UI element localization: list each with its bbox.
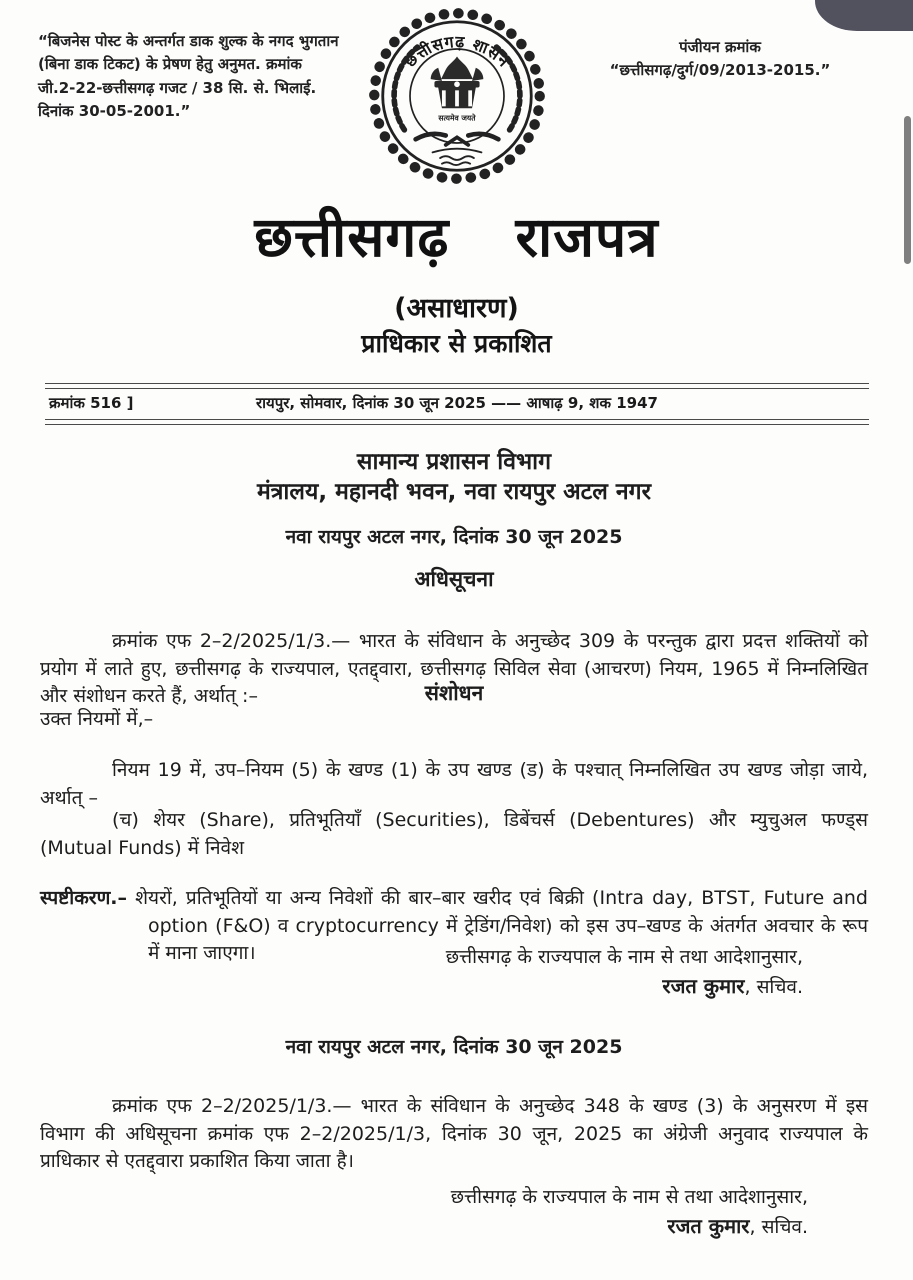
double-rule-top xyxy=(45,383,869,389)
state-emblem xyxy=(363,2,551,194)
signature-block-2 xyxy=(40,1184,868,1241)
explanation-label: स्पष्टीकरण.– xyxy=(40,887,128,909)
double-rule-bottom xyxy=(45,419,869,425)
registration-number: “छत्तीसगढ़/दुर्ग/09/2013-2015.” xyxy=(609,60,831,79)
registration-label: पंजीयन क्रमांक xyxy=(679,38,761,56)
published-by-line: प्राधिकार से प्रकाशित xyxy=(361,329,552,358)
in-said-rules-line: उक्त नियमों में,– xyxy=(40,708,154,730)
postal-permission-note: “बिजनेस पोस्ट के अन्तर्गत डाक शुल्क के नगद भुगतान (बिना डाक टिकट) के प्रेषण हेतु अनुमत. क्रमांक जी.2-22-छत्तीसगढ़ गजट / 38 सि. से. भिलाई. दिनांक 30-05-2001.” xyxy=(38,32,339,120)
notification-paragraph-1: क्रमांक एफ 2–2/2025/1/3.— भारत के संविधान के अनुच्छेद 309 के परन्तुक द्वारा प्रदत्त शक्तियों को प्रयोग में लाते हुए, छत्तीसगढ़ के राज्यपाल, एतद्द्वारा, छत्तीसगढ़ सिविल सेवा (आचरण) नियम, 1965 में निम्नलिखित और संशोधन करते हैं, अर्थात् :– xyxy=(40,630,868,708)
signatory-title-2: , सचिव. xyxy=(749,1215,808,1238)
ashoka-lion-capital-icon xyxy=(430,57,483,109)
chhattisgarh-seal-icon xyxy=(363,2,551,190)
explanation-text: शेयरों, प्रतिभूतियों या अन्य निवेशों की बार–बार खरीद एवं बिक्री (Intra day, BTST, Future and option (F&O) व cryptocurrency में ट्रेडिंग/निवेश) को इस उप–खण्ड के अंतर्गत अवचार के रूप में माना जाएगा। xyxy=(135,887,868,965)
department-heading: सामान्य प्रशासन विभाग xyxy=(356,449,552,475)
rule-amendment-paragraph: नियम 19 में, उप–नियम (5) के खण्ड (1) के उप खण्ड (ड) के पश्चात् निम्नलिखित उप खण्ड जोड़ा जाये, अर्थात् – xyxy=(40,759,868,809)
signatory-name-2: रजत कुमार xyxy=(667,1213,750,1238)
signoff-line-2: छत्तीसगढ़ के राज्यपाल के नाम से तथा आदेशानुसार, xyxy=(450,1186,808,1208)
signatory-name: रजत कुमार xyxy=(662,973,745,998)
signoff-line: छत्तीसगढ़ के राज्यपाल के नाम से तथा आदेशानुसार, xyxy=(445,946,803,968)
signatory-title: , सचिव. xyxy=(744,975,803,998)
department-address: मंत्रालय, महानदी भवन, नवा रायपुर अटल नगर xyxy=(256,479,651,505)
issue-serial: क्रमांक 516 ] xyxy=(49,394,134,412)
gazette-subtitle: (असाधारण) xyxy=(394,293,519,324)
gazette-title: छत्तीसगढ़ राजपत्र xyxy=(254,205,659,269)
corner-ui-fragment xyxy=(815,0,913,31)
issue-row xyxy=(45,393,869,417)
signature-block-1 xyxy=(40,944,868,1001)
emblem-base-icon xyxy=(415,134,498,165)
place-date-line-1: नवा रायपुर अटल नगर, दिनांक 30 जून 2025 xyxy=(285,526,623,548)
place-date-line-2: नवा रायपुर अटल नगर, दिनांक 30 जून 2025 xyxy=(285,1036,623,1058)
emblem-motto: सत्यमेव जयते xyxy=(437,113,476,123)
emblem-top-text: छत्तीसगढ़ शासन xyxy=(400,31,514,71)
amendment-heading: संशोधन xyxy=(424,681,484,705)
issue-date-line: रायपुर, सोमवार, दिनांक 30 जून 2025 —— आषाढ़ 9, शक 1947 xyxy=(256,394,658,412)
translation-paragraph: क्रमांक एफ 2–2/2025/1/3.— भारत के संविधान के अनुच्छेद 348 के खण्ड (3) के अनुसरण में इस विभाग की अधिसूचना क्रमांक एफ 2–2/2025/1/3, दिनांक 30 जून, 2025 का अंग्रेजी अनुवाद राज्यपाल के प्राधिकार से एतद्द्वारा प्रकाशित किया जाता है। xyxy=(40,1095,868,1173)
new-subclause-text: (च) शेयर (Share), प्रतिभूतियाँ (Securities), डिबेंचर्स (Debentures) और म्युचुअल फण्ड्स (Mutual Funds) में निवेश xyxy=(40,809,868,859)
notification-heading: अधिसूचना xyxy=(414,567,494,591)
registration-block xyxy=(555,36,885,81)
